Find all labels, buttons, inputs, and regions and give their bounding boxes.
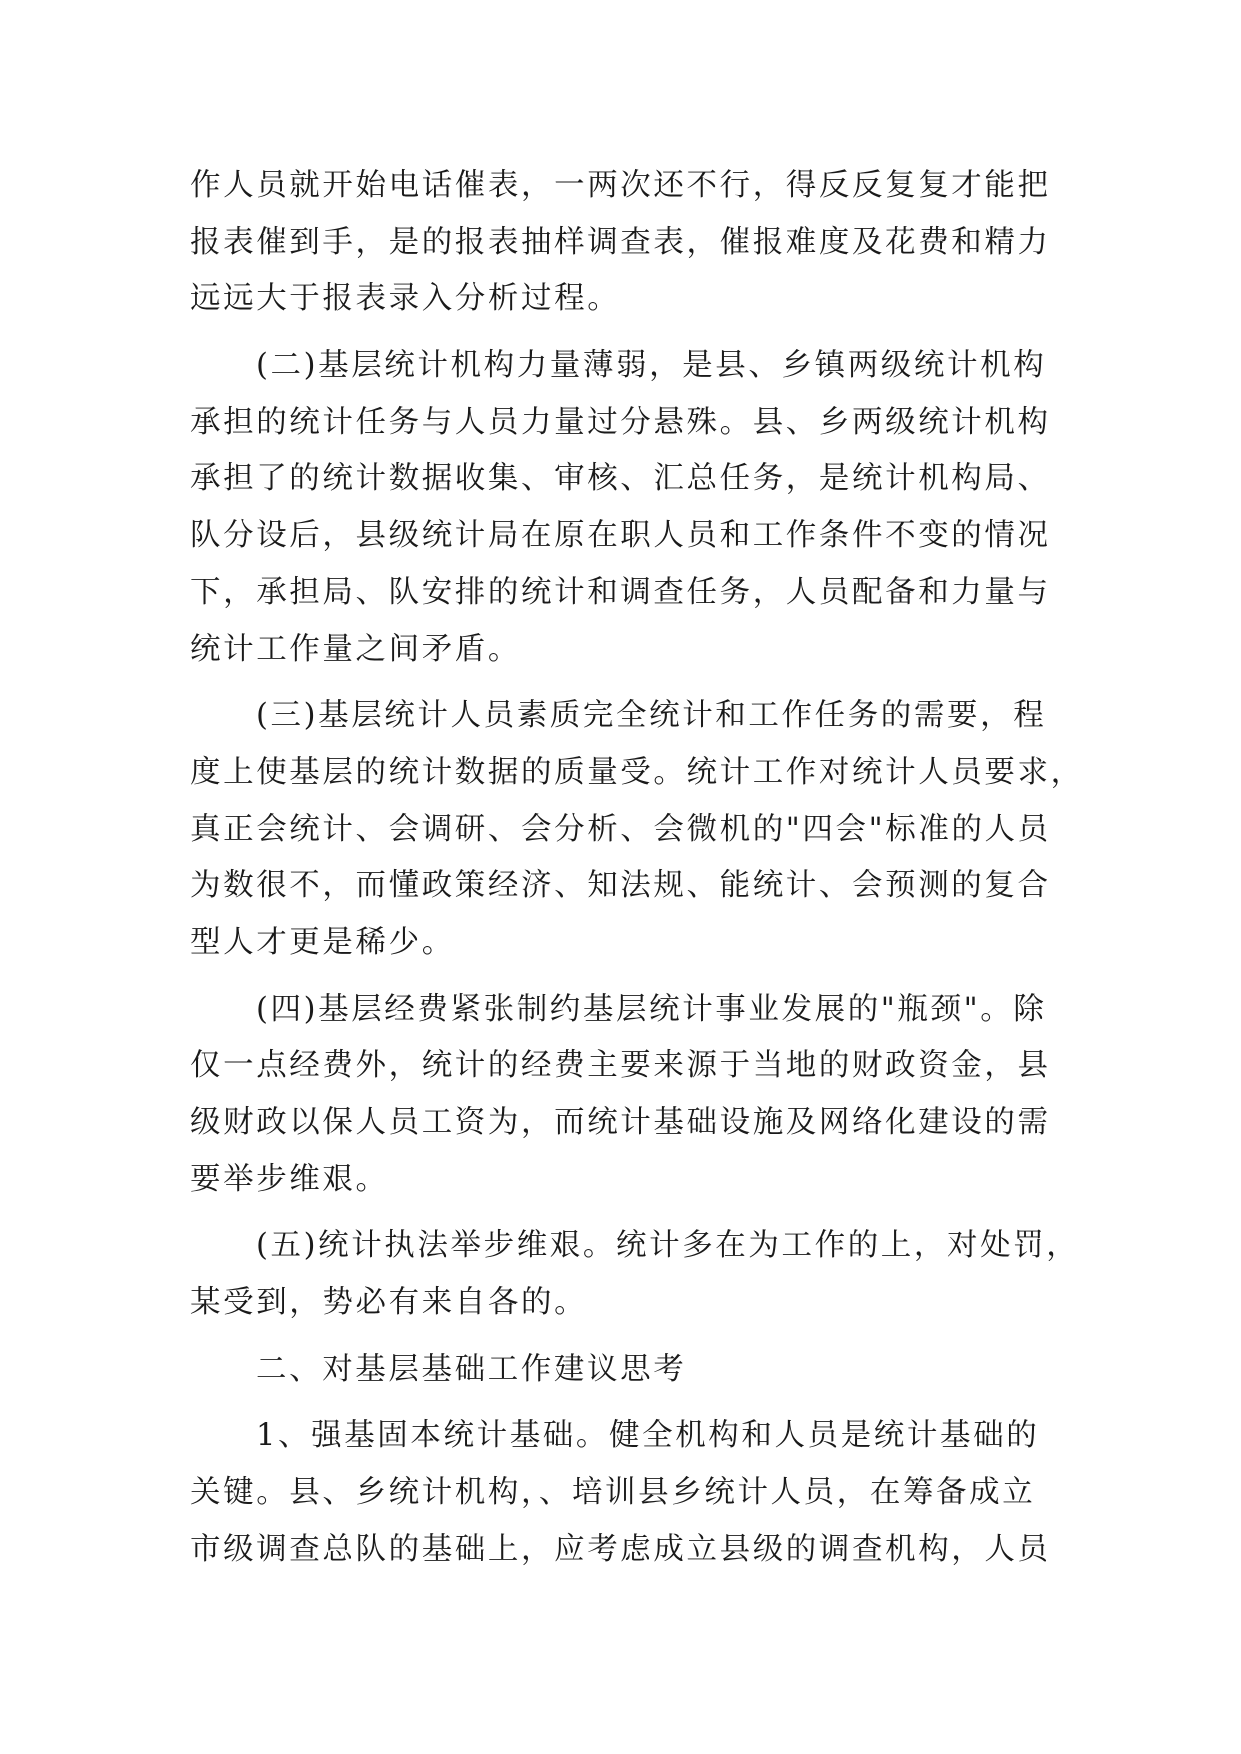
text-line: 远远大于报表录入分析过程。	[190, 281, 621, 317]
text-line: 二、对基层基础工作建议思考	[256, 1351, 687, 1387]
text-line: 统计工作量之间矛盾。	[190, 631, 521, 667]
text-line: 要举步维艰。	[190, 1161, 389, 1197]
text-line: (三)基层统计人员素质完全统计和工作任务的需要，程	[256, 698, 1047, 734]
text-line: 承担的统计任务与人员力量过分悬殊。县、乡两级统计机构	[190, 404, 1051, 440]
text-line: 度上使基层的统计数据的质量受。统计工作对统计人员要求，	[190, 754, 1084, 790]
text-line: (五)统计执法举步维艰。统计多在为工作的上，对处罚，	[256, 1228, 1080, 1264]
text-line: 1、强基固本统计基础。健全机构和人员是统计基础的	[256, 1418, 1040, 1454]
text-line: (四)基层经费紧张制约基层统计事业发展的"瓶颈"。除	[256, 991, 1047, 1027]
paragraph	[190, 688, 1084, 971]
text-line: 某受到，势必有来自各的。	[190, 1285, 588, 1321]
paragraph	[190, 1218, 1080, 1331]
paragraph-gap	[190, 1332, 1060, 1342]
text-line: 关键。县、乡统计机构，、培训县乡统计人员，在筹备成立	[190, 1475, 1036, 1511]
paragraph	[190, 1342, 1060, 1399]
text-line: 级财政以保人员工资为，而统计基础设施及网络化建设的需	[190, 1105, 1051, 1140]
text-line: (二)基层统计机构力量薄弱，是县、乡镇两级统计机构	[256, 348, 1047, 384]
text-line: 市级调查总队的基础上，应考虑成立县级的调查机构，人员	[190, 1531, 1051, 1567]
paragraph	[190, 1408, 1060, 1578]
paragraph-gap	[190, 972, 1060, 982]
paragraph-gap	[190, 1208, 1060, 1218]
text-line: 型人才更是稀少。	[190, 924, 455, 960]
paragraph	[190, 158, 1060, 328]
text-line: 仅一点经费外，统计的经费主要来源于当地的财政资金，县	[190, 1048, 1051, 1084]
paragraph	[190, 982, 1060, 1209]
text-line: 真正会统计、会调研、会分析、会微机的"四会"标准的人员	[190, 811, 1051, 847]
text-line: 承担了的统计数据收集、审核、汇总任务，是统计机构局、	[190, 461, 1051, 497]
paragraph-gap	[190, 678, 1060, 688]
paragraph-gap	[190, 1398, 1060, 1408]
text-line: 下，承担局、队安排的统计和调查任务，人员配备和力量与	[190, 574, 1051, 610]
text-line: 为数很不，而懂政策经济、知法规、能统计、会预测的复合	[190, 868, 1051, 904]
text-line: 队分设后，县级统计局在原在职人员和工作条件不变的情况	[190, 518, 1051, 554]
document-body	[190, 158, 1084, 1579]
paragraph	[190, 338, 1060, 678]
text-line: 作人员就开始电话催表，一两次还不行，得反反复复才能把	[190, 168, 1051, 203]
text-line: 报表催到手，是的报表抽样调查表，催报难度及花费和精力	[190, 224, 1051, 260]
paragraph-gap	[190, 328, 1060, 338]
